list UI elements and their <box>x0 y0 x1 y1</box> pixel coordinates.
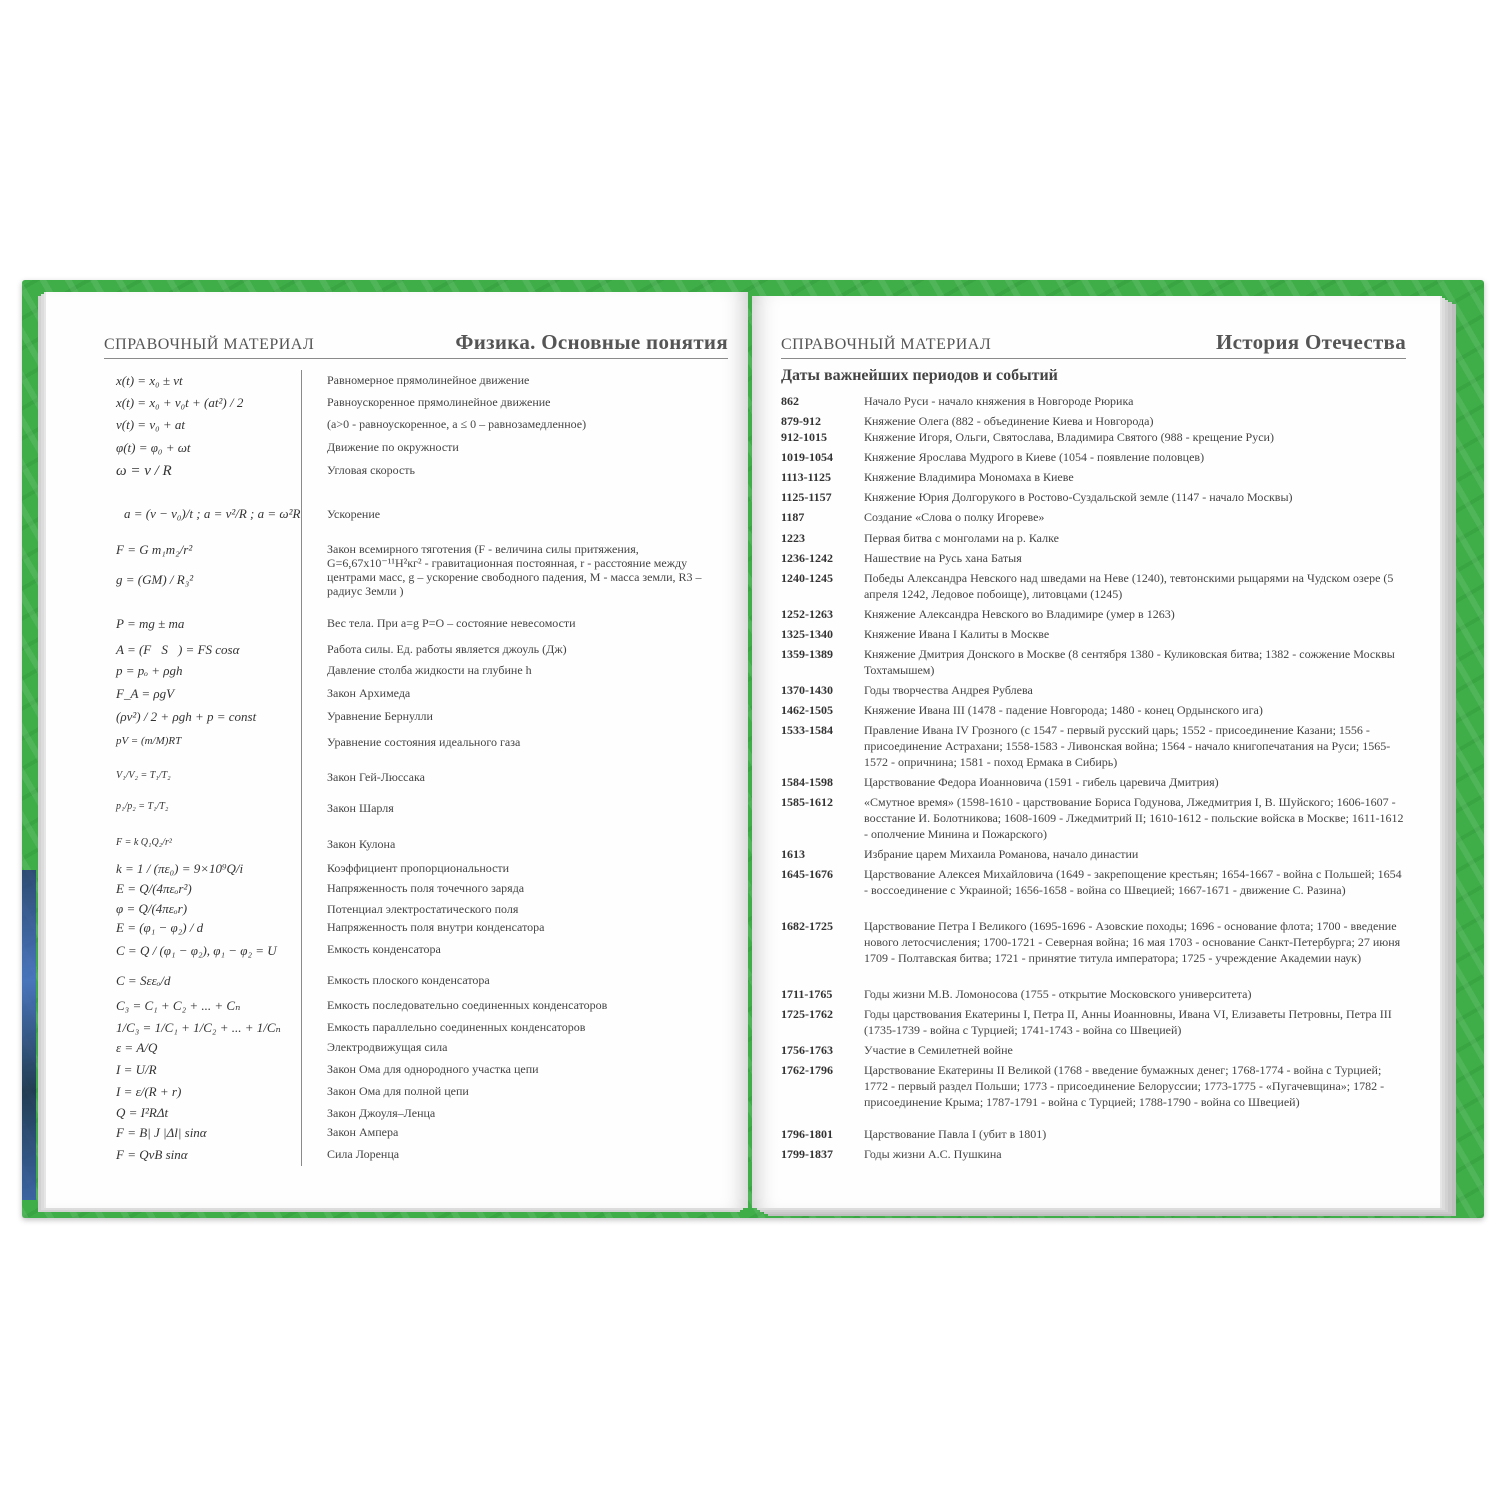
right-page-header <box>781 328 1406 359</box>
formula-description: Емкость параллельно соединенных конденсаторов <box>327 1020 586 1034</box>
formula: (ρv²) / 2 + ρgh + p = const <box>116 709 257 724</box>
event-date: 1187 <box>781 510 805 524</box>
event-date: 879-912 <box>781 414 821 428</box>
formula: A = (F⃗S⃗) = FS cosα <box>116 642 240 657</box>
event-date: 1113-1125 <box>781 470 832 484</box>
event-text: Княжение Дмитрия Донского в Москве (8 сентября 1380 - Куликовская битва; 1382 - сожжение Москвы Тохтамышем) <box>864 647 1395 677</box>
formula: pV = (m/M)RT <box>116 735 182 747</box>
event-text: Царствование Петра I Великого (1695-1696 - Азовские походы; 1696 - основание флота; 1700 - введение нового летосчисления; 1700-1721 - Северная война; 16 мая 1703 - основание Санкт-Петербурга; 27 июня 1709 - Полтавская битва; 1721 - принятие титула императора; 1725 - учреждение Академии наук) <box>864 919 1401 965</box>
formula: p = pₒ + ρgh <box>116 663 183 678</box>
formula: g = (GM) / R₃² <box>116 572 194 587</box>
formula: F_A = ρgV <box>116 686 175 701</box>
event-text: Годы жизни М.В. Ломоносова (1755 - открытие Московского университета) <box>864 987 1252 1001</box>
event-date: 1711-1765 <box>781 987 833 1001</box>
event-text: Избрание царем Михаила Романова, начало династии <box>864 847 1139 861</box>
section-label: СПРАВОЧНЫЙ МАТЕРИАЛ <box>104 336 315 353</box>
formula-description: Уравнение состояния идеального газа <box>327 735 521 749</box>
event-text: Годы творчества Андрея Рублева <box>864 683 1033 697</box>
formula: φ(t) = φ₀ + ωt <box>116 440 191 455</box>
event-date: 1533-1584 <box>781 723 833 737</box>
event-text: Начало Руси - начало княжения в Новгороде Рюрика <box>864 394 1134 408</box>
event-text: Княжение Ивана I Калиты в Москве <box>864 627 1050 641</box>
event-date: 1236-1242 <box>781 551 833 565</box>
event-text: Княжение Ярослава Мудрого в Киеве (1054 - появление половцев) <box>864 450 1205 464</box>
formula-description: Закон Джоуля–Ленца <box>327 1106 436 1120</box>
formula-description: Закон Архимеда <box>327 686 411 700</box>
formula-description: Закон Кулона <box>327 837 396 851</box>
formula: V₁/V₂ = T₁/T₂ <box>116 770 171 781</box>
formula-description: Равноускоренное прямолинейное движение <box>327 395 551 409</box>
formula-description: Уравнение Бернулли <box>327 709 433 723</box>
formula-description: Закон всемирного тяготения (F - величина силы притяжения, G=6,67x10⁻¹¹Н²кг² - гравитационная постоянная, r - расстояние между центрами масс, g – ускорение свободного падения, M - масса земли, R3 – радиус Земли ) <box>327 542 702 598</box>
event-date: 1796-1801 <box>781 1127 833 1141</box>
formula-description: Емкость последовательно соединенных конденсаторов <box>327 998 608 1012</box>
subject-title: Физика. Основные понятия <box>455 330 728 354</box>
formula: F = k Q₁Q₂/r² <box>116 837 172 848</box>
event-date: 1762-1796 <box>781 1063 833 1077</box>
event-text: Царствование Екатерины II Великой (1768 - введение бумажных денег; 1768-1774 - война с Турцией; 1772 - первый раздел Польши; 1773 - присоединение Белоруссии; 1773-1775 - «Пугачевщина»; 1782 - присоединение Крыма; 1787-1791 - война с Турцией; 1788-1790 - война со Швецией) <box>864 1063 1385 1109</box>
event-date: 1725-1762 <box>781 1007 833 1021</box>
formula-description: Работа силы. Ед. работы является джоуль (Дж) <box>327 642 567 656</box>
event-text: Правление Ивана IV Грозного (с 1547 - первый русский царь; 1552 - присоединение Казани; 1556 - присоединение Астрахани; 1558-1583 - Ливонская война; 1564 - начало книгопечатания на Руси; 1565-1572 - опричнина; 1581 - поход Ермака в Сибирь) <box>864 723 1391 769</box>
column-divider <box>301 370 302 1166</box>
formula: p₁/p₂ = T₁/T₂ <box>116 801 169 812</box>
event-text: Княжение Ивана III (1478 - падение Новгорода; 1480 - конец Ордынского ига) <box>864 703 1263 717</box>
formula-description: Сила Лоренца <box>327 1147 400 1161</box>
event-date: 1125-1157 <box>781 490 832 504</box>
formula: ω = v / R <box>116 463 172 479</box>
formula: k = 1 / (πε₀) = 9×10⁹Q/i <box>116 861 244 876</box>
event-date: 1645-1676 <box>781 867 833 881</box>
formula-description: Движение по окружности <box>327 440 459 454</box>
formula: C₃ = C₁ + C₂ + ... + Cₙ <box>116 998 241 1013</box>
event-date: 912-1015 <box>781 430 827 444</box>
formula: F = B| J |Δl| sinα <box>116 1125 207 1140</box>
formula: φ = Q/(4πεₒr) <box>116 901 188 916</box>
formula: C = Sεεₒ/d <box>116 973 171 988</box>
event-date: 1370-1430 <box>781 683 833 697</box>
formula-description: Угловая скорость <box>327 463 415 477</box>
event-text: Царствование Алексея Михайловича (1649 - закрепощение крестьян; 1654-1667 - война с Польшей; 1654 - воссоединение с Украиной; 1656-1658 - война со Швецией; 1667-1671 - движение С. Разина) <box>864 867 1402 897</box>
event-text: Годы жизни А.С. Пушкина <box>864 1147 1002 1161</box>
formula-description: Потенциал электростатического поля <box>327 902 519 916</box>
formula: F = G m₁m₂/r² <box>116 542 193 557</box>
event-text: Княжение Олега (882 - объединение Киева и Новгорода) <box>864 414 1154 428</box>
formula-description: Давление столба жидкости на глубине h <box>327 663 532 677</box>
event-text: Победы Александра Невского над шведами на Неве (1240), тевтонскими рыцарями на Чудском озере (5 апреля 1242, Ледовое побоище), литовцами (1245) <box>864 571 1394 601</box>
formula-description: (a>0 - равноускоренное, a ≤ 0 – равнозамедленное) <box>327 417 587 431</box>
formula-description: Закон Ома для полной цепи <box>327 1084 469 1098</box>
subject-title: История Отечества <box>1215 330 1406 354</box>
event-date: 1613 <box>781 847 805 861</box>
cover-art-strip <box>22 870 36 1200</box>
event-date: 1252-1263 <box>781 607 833 621</box>
formula-description: Закон Ампера <box>327 1125 399 1139</box>
event-date: 1799-1837 <box>781 1147 833 1161</box>
event-date: 1325-1340 <box>781 627 833 641</box>
formula: 1/C₃ = 1/C₁ + 1/C₂ + ... + 1/Cₙ <box>116 1020 281 1035</box>
event-date: 1359-1389 <box>781 647 833 661</box>
event-date: 1462-1505 <box>781 703 833 717</box>
event-date: 1756-1763 <box>781 1043 833 1057</box>
formula: I = U/R <box>116 1062 157 1077</box>
formula: F = QvB sinα <box>116 1147 188 1162</box>
formula-description: Напряженность поля внутри конденсатора <box>327 920 545 934</box>
formula: a = (v − v₀)/t ; a = v²/R ; a = ω²R <box>124 506 301 521</box>
event-date: 1223 <box>781 531 805 545</box>
event-text: Царствование Павла I (убит в 1801) <box>864 1127 1047 1141</box>
formula-description: Электродвижущая сила <box>327 1040 448 1054</box>
event-text: Княжение Игоря, Ольги, Святослава, Владимира Святого (988 - крещение Руси) <box>864 430 1274 444</box>
event-date: 1019-1054 <box>781 450 833 464</box>
events-list-title: Даты важнейших периодов и событий <box>781 367 1058 384</box>
event-text: Княжение Владимира Мономаха в Киеве <box>864 470 1074 484</box>
left-page-header <box>104 328 728 359</box>
section-label: СПРАВОЧНЫЙ МАТЕРИАЛ <box>781 336 992 353</box>
formula: E = Q/(4πεₒr²) <box>116 881 192 896</box>
formula: C = Q / (φ₁ − φ₂), φ₁ − φ₂ = U <box>116 943 277 958</box>
formula-description: Закон Шарля <box>327 801 394 815</box>
event-text: Участие в Семилетней войне <box>864 1043 1013 1057</box>
formula: x(t) = x₀ + v₀t + (at²) / 2 <box>116 395 244 410</box>
event-text: Первая битва с монголами на р. Калке <box>864 531 1059 545</box>
event-text: Годы царствования Екатерины I, Петра II, Анны Иоанновны, Ивана VI, Елизаветы Петровны, Петра III (1735-1739 - война с Турцией; 1741-1743 - война со Швецией) <box>864 1007 1392 1037</box>
formula-description: Напряженность поля точечного заряда <box>327 881 525 895</box>
event-text: Нашествие на Русь хана Батыя <box>864 551 1022 565</box>
event-date: 862 <box>781 394 799 408</box>
event-date: 1584-1598 <box>781 775 833 789</box>
event-text: Царствование Федора Иоанновича (1591 - гибель царевича Дмитрия) <box>864 775 1219 789</box>
formula-description: Закон Ома для однородного участка цепи <box>327 1062 539 1076</box>
event-text: Создание «Слова о полку Игореве» <box>864 510 1045 524</box>
formula-description: Емкость конденсатора <box>327 942 441 956</box>
event-text: Княжение Александра Невского во Владимире (умер в 1263) <box>864 607 1175 621</box>
formula: Q = I²RΔt <box>116 1105 169 1120</box>
formula: P = mg ± ma <box>116 616 185 631</box>
formula-description: Коэффициент пропорциональности <box>327 861 510 875</box>
formula-description: Закон Гей-Люссака <box>327 770 425 784</box>
formula: ε = A/Q <box>116 1040 158 1055</box>
formula: x(t) = x₀ ± vt <box>116 373 183 388</box>
event-date: 1682-1725 <box>781 919 833 933</box>
formula: I = ε/(R + r) <box>116 1084 182 1099</box>
formula-description: Равномерное прямолинейное движение <box>327 373 530 387</box>
event-date: 1240-1245 <box>781 571 833 585</box>
formula-description: Вес тела. При a=g P=O – состояние невесомости <box>327 616 576 630</box>
formula-description: Ускорение <box>327 507 381 521</box>
event-text: Княжение Юрия Долгорукого в Ростово-Суздальской земле (1147 - начало Москвы) <box>864 490 1293 504</box>
event-date: 1585-1612 <box>781 795 833 809</box>
formula: E = (φ₁ − φ₂) / d <box>116 920 204 935</box>
formula-description: Емкость плоского конденсатора <box>327 973 490 987</box>
formula: v(t) = v₀ + at <box>116 417 185 432</box>
event-text: «Смутное время» (1598-1610 - царствование Бориса Годунова, Лжедмитрия I, В. Шуйского; 1606-1607 - восстание И. Болотникова; 1608-1609 - Лжедмитрий II; 1610-1612 - польские войска в Москве; 1611-1612 - ополчение Минина и Пожарского) <box>864 795 1404 841</box>
